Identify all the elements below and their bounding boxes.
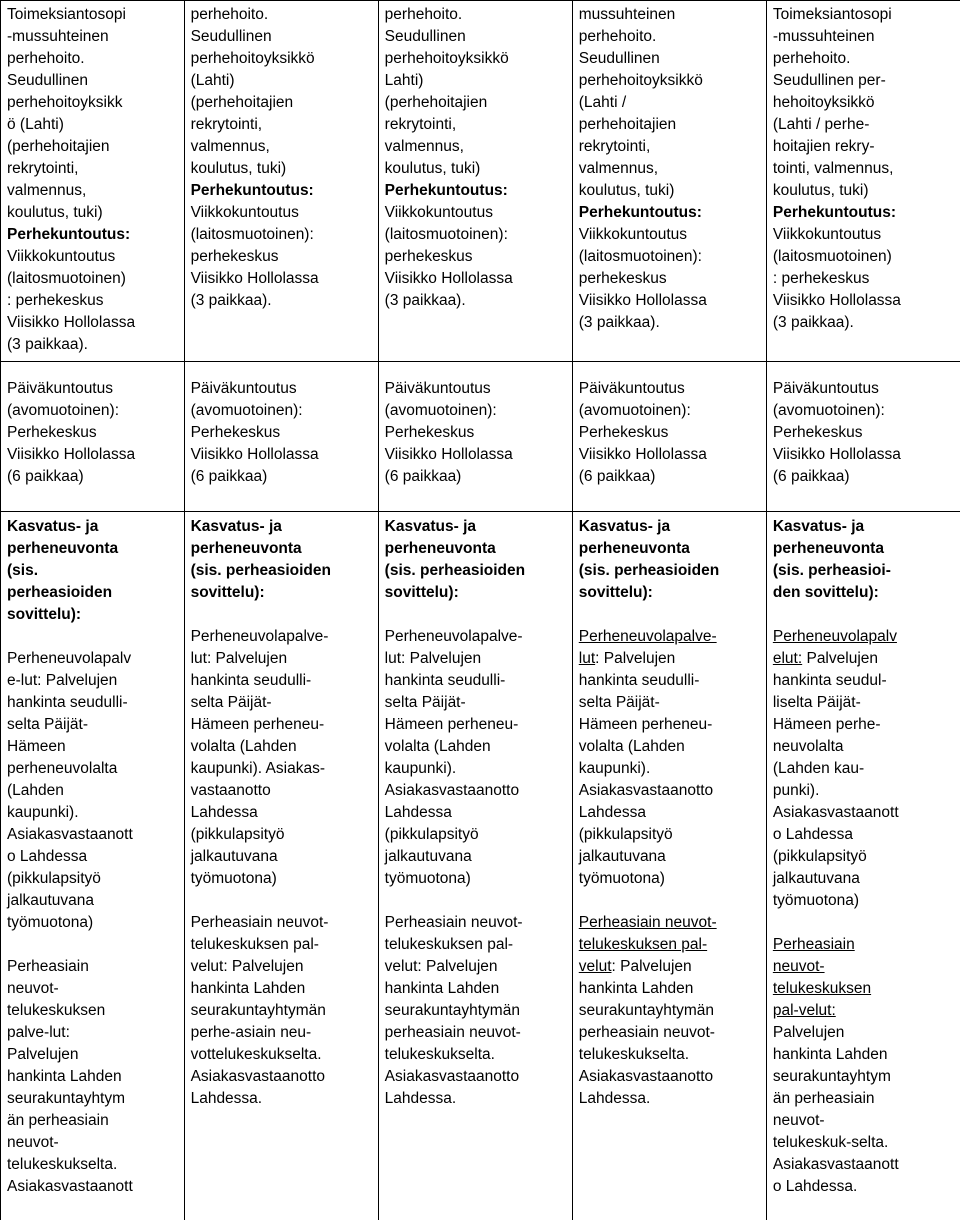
text-line: hankinta seudulli- — [384, 672, 506, 689]
text-line: Asiakasvastaanotto — [578, 782, 714, 799]
section-heading: perheneuvonta — [384, 540, 496, 557]
section-heading: sovittelu): — [7, 606, 82, 623]
table-row — [1, 362, 960, 512]
text-line: hankinta seudul- — [772, 672, 887, 689]
text-line: perhehoito. — [190, 6, 269, 23]
text-line: Hämeen perhe- — [772, 716, 881, 733]
text-line: perhehoitoyksikk — [7, 94, 123, 111]
text-line: perhehoitoyksikkö — [578, 72, 703, 89]
underlined-text: velut — [578, 958, 612, 975]
section-heading: Kasvatus- ja — [190, 518, 282, 535]
text-line: velut: Palvelujen — [384, 958, 498, 975]
text-line: lut: Palvelujen — [384, 650, 482, 667]
text-line — [579, 648, 761, 670]
text-line: Toimeksiantosopi — [7, 6, 126, 23]
text-line: Perheneuvolapalv — [7, 650, 132, 667]
text-line: Lahdessa — [190, 804, 258, 821]
text-line: Perheneuvolapalve- — [190, 628, 329, 645]
text-line: jalkautuvana — [384, 848, 472, 865]
text-line: o Lahdessa. — [772, 1178, 858, 1195]
section-heading: (sis. perheasioiden — [190, 562, 331, 579]
underlined-text: lut — [578, 650, 596, 667]
text-line: Perheasiain neuvot- — [190, 914, 329, 931]
text-line: (laitosmuotoinen) — [772, 248, 892, 265]
text-line: Päiväkuntoutus — [578, 380, 685, 397]
text-line: Asiakasvastaanotto — [190, 1068, 325, 1085]
text-line: -mussuhteinen — [772, 28, 875, 45]
text-line: Asiakasvastaanotto — [384, 782, 520, 799]
text-line: (6 paikkaa) — [384, 468, 462, 485]
text-line: velut: Palvelujen — [190, 958, 304, 975]
section-heading: perheneuvonta — [190, 540, 302, 557]
table-cell — [1, 1, 185, 362]
text-line: lut: Palvelujen — [190, 650, 288, 667]
paragraph-spacer — [773, 604, 955, 626]
text-line: Hämeen perheneu- — [578, 716, 713, 733]
text-line: vastaanotto — [190, 782, 271, 799]
text-line: (3 paikkaa). — [7, 336, 88, 353]
text-line: telukeskukselta. — [578, 1046, 690, 1063]
text-line: Viisikko Hollolassa — [578, 446, 707, 463]
table-cell — [1, 362, 185, 512]
section-heading: sovittelu): — [190, 584, 265, 601]
text-line: (Lahti / — [578, 94, 627, 111]
text-line: Lahdessa — [384, 804, 452, 821]
text-line: valmennus, — [578, 160, 659, 177]
text-line: liselta Päijät- — [772, 694, 861, 711]
text-line: seurakuntayhtym — [7, 1090, 126, 1107]
paragraph-spacer — [385, 890, 567, 912]
section-heading: Kasvatus- ja — [772, 518, 865, 535]
text-line: (6 paikkaa) — [578, 468, 656, 485]
section-heading: den sovittelu): — [772, 584, 879, 601]
text-line: (Lahti) — [190, 72, 235, 89]
text-line: perheasiain neuvot- — [384, 1024, 521, 1041]
text-line: (perhehoitajien — [384, 94, 488, 111]
text-line: Perheasiain neuvot- — [384, 914, 523, 931]
text-line: Lahdessa. — [578, 1090, 651, 1107]
text-line: Viisikko Hollolassa — [7, 314, 136, 331]
underlined-text: pal-velut: — [772, 1002, 836, 1019]
text-line: Asiakasvastaanott — [772, 804, 899, 821]
text-line: koulutus, tuki) — [384, 160, 481, 177]
text-line: rekrytointi, — [7, 160, 79, 177]
text-line: (3 paikkaa). — [578, 314, 660, 331]
text-line: : perhekeskus — [7, 292, 104, 309]
text-line: neuvolalta — [772, 738, 844, 755]
text-line: koulutus, tuki) — [578, 182, 675, 199]
text-line: Seudullinen per- — [772, 72, 886, 89]
text-line: Viisikko Hollolassa — [384, 446, 513, 463]
text-line: koulutus, tuki) — [772, 182, 869, 199]
text-line: valmennus, — [190, 138, 270, 155]
underlined-text: Perheneuvolapalv — [772, 628, 897, 645]
text-line: Asiakasvastaanotto — [384, 1068, 520, 1085]
text-line: jalkautuvana — [578, 848, 666, 865]
text-line: perhekeskus — [384, 248, 473, 265]
text-line: e-lut: Palvelujen — [7, 672, 118, 689]
text-line: Viikkokuntoutus — [190, 204, 299, 221]
text-line: perhehoito. — [772, 50, 851, 67]
table-cell — [572, 1, 766, 362]
text-line: hankinta Lahden — [772, 1046, 888, 1063]
text-line: jalkautuvana — [772, 870, 860, 887]
text-line: perhehoitoyksikkö — [384, 50, 509, 67]
text-line: Seudullinen — [384, 28, 466, 45]
text-line: (Lahden kau- — [772, 760, 865, 777]
table-cell — [766, 512, 960, 1220]
text-line — [773, 648, 955, 670]
text-line: (6 paikkaa) — [190, 468, 268, 485]
text-line: työmuotona) — [190, 870, 277, 887]
text-line: Perheasiain — [7, 958, 89, 975]
text-line: kaupunki). Asiakas- — [190, 760, 325, 777]
text-line: Asiakasvastaanott — [7, 1178, 133, 1195]
text-line: (perhehoitajien — [7, 138, 110, 155]
text-line: o Lahdessa — [7, 848, 88, 865]
text-line: Perhekeskus — [578, 424, 669, 441]
text-line: (perhehoitajien — [190, 94, 294, 111]
text-line: perheasiain neuvot- — [578, 1024, 715, 1041]
section-heading: sovittelu): — [384, 584, 459, 601]
section-heading: perheneuvonta — [7, 540, 119, 557]
section-heading: (sis. perheasioi- — [772, 562, 891, 579]
text-line: (pikkulapsityö — [578, 826, 673, 843]
text-line: (avomuotoinen): — [772, 402, 885, 419]
table-cell — [184, 1, 378, 362]
text-line: neuvot- — [7, 1134, 59, 1151]
text-line: Hämeen — [7, 738, 66, 755]
text-line: neuvot- — [7, 980, 59, 997]
text-line: Viisikko Hollolassa — [578, 292, 707, 309]
text-line: perhehoitoyksikkö — [190, 50, 315, 67]
text-line: perhekeskus — [190, 248, 279, 265]
text-line: Päiväkuntoutus — [772, 380, 879, 397]
text-line: (Lahti / perhe- — [772, 116, 870, 133]
text-line: punki). — [772, 782, 820, 799]
text-line: työmuotona) — [7, 914, 94, 931]
text-line: palve-lut: — [7, 1024, 70, 1041]
text-line: valmennus, — [7, 182, 87, 199]
text-line: Asiakasvastaanott — [7, 826, 133, 843]
text-line: hankinta seudulli- — [190, 672, 312, 689]
text-line: (3 paikkaa). — [772, 314, 854, 331]
text-line: (avomuotoinen): — [7, 402, 120, 419]
text-line: työmuotona) — [772, 892, 860, 909]
text-line: Seudullinen — [190, 28, 272, 45]
text-line: (avomuotoinen): — [578, 402, 691, 419]
table-cell — [766, 1, 960, 362]
text-line: än perheasiain — [772, 1090, 875, 1107]
underlined-text: elut: — [772, 650, 803, 667]
text-line: hankinta Lahden — [578, 980, 694, 997]
text-line: (Lahden — [7, 782, 64, 799]
text-line: (pikkulapsityö — [7, 870, 101, 887]
text-line: Lahdessa — [578, 804, 646, 821]
table-cell — [1, 512, 185, 1220]
text-line: kaupunki). — [7, 804, 79, 821]
table-cell — [378, 1, 572, 362]
underlined-text: Perheasiain neuvot- — [578, 914, 717, 931]
text-line: Palvelujen — [7, 1046, 79, 1063]
paragraph-spacer — [579, 604, 761, 626]
text-line: jalkautuvana — [190, 848, 278, 865]
paragraph-spacer — [7, 934, 179, 956]
text-line: Toimeksiantosopi — [772, 6, 892, 23]
text-line: Päiväkuntoutus — [384, 380, 491, 397]
section-heading: Perhekuntoutus: — [578, 204, 702, 221]
text-line: työmuotona) — [578, 870, 665, 887]
text-line: perhe-asiain neu- — [190, 1024, 312, 1041]
section-heading: Kasvatus- ja — [384, 518, 476, 535]
table-cell — [572, 512, 766, 1220]
table-cell — [184, 512, 378, 1220]
text-line: Viikkokuntoutus — [578, 226, 688, 243]
text-line: selta Päijät- — [384, 694, 466, 711]
text-fragment: : Palvelujen — [611, 958, 692, 975]
text-line: (laitosmuotoinen): — [190, 226, 314, 243]
text-line: perheneuvolalta — [7, 760, 118, 777]
text-line: Viikkokuntoutus — [384, 204, 493, 221]
section-heading: sovittelu): — [578, 584, 653, 601]
table-row — [1, 1, 960, 362]
text-line: (pikkulapsityö — [190, 826, 285, 843]
text-line: hankinta seudulli- — [7, 694, 128, 711]
text-line: rekrytointi, — [384, 116, 457, 133]
text-line: perhekeskus — [578, 270, 667, 287]
text-line: Lahdessa. — [384, 1090, 457, 1107]
text-line: Seudullinen — [7, 72, 89, 89]
section-heading: Perhekuntoutus: — [190, 182, 314, 199]
table-cell — [572, 362, 766, 512]
text-line: seurakuntayhtymän — [578, 1002, 715, 1019]
text-line: rekrytointi, — [190, 116, 263, 133]
paragraph-spacer — [7, 626, 179, 648]
section-heading: perheasioiden — [7, 584, 113, 601]
underlined-text: Perheneuvolapalve- — [578, 628, 717, 645]
text-line: Viisikko Hollolassa — [772, 446, 901, 463]
text-line: (pikkulapsityö — [772, 848, 867, 865]
underlined-text: telukeskuksen pal- — [578, 936, 708, 953]
text-line: perhehoito. — [384, 6, 463, 23]
text-line: hankinta Lahden — [190, 980, 306, 997]
text-line: Perheneuvolapalve- — [384, 628, 523, 645]
section-heading: (sis. perheasioiden — [384, 562, 526, 579]
paragraph-spacer — [191, 604, 373, 626]
text-line: o Lahdessa — [772, 826, 854, 843]
text-line: (3 paikkaa). — [190, 292, 272, 309]
text-line: selta Päijät- — [190, 694, 272, 711]
text-line: perhehoitajien — [578, 116, 677, 133]
text-line: telukeskukselta. — [384, 1046, 495, 1063]
underlined-text: Perheasiain — [772, 936, 855, 953]
text-line: hehoitoyksikkö — [772, 94, 875, 111]
text-line: (laitosmuotoinen): — [384, 226, 508, 243]
text-line: kaupunki). — [578, 760, 651, 777]
table-cell — [378, 362, 572, 512]
text-line: Seudullinen — [578, 50, 660, 67]
section-heading: (sis. perheasioiden — [578, 562, 720, 579]
text-line: (avomuotoinen): — [190, 402, 303, 419]
text-line: Hämeen perheneu- — [190, 716, 325, 733]
text-line: (6 paikkaa) — [7, 468, 84, 485]
paragraph-spacer — [191, 890, 373, 912]
paragraph-spacer — [773, 912, 955, 934]
text-line: koulutus, tuki) — [190, 160, 287, 177]
text-line: seurakuntayhtym — [772, 1068, 891, 1085]
text-line: (laitosmuotoinen): — [578, 248, 702, 265]
text-line: seurakuntayhtymän — [384, 1002, 520, 1019]
text-line: selta Päijät- — [578, 694, 660, 711]
text-line: (3 paikkaa). — [384, 292, 466, 309]
text-line: tointi, valmennus, — [772, 160, 894, 177]
text-line: Perhekeskus — [190, 424, 281, 441]
text-line: Perhekeskus — [7, 424, 97, 441]
text-line: hankinta Lahden — [384, 980, 500, 997]
text-line: Viikkokuntoutus — [7, 248, 116, 265]
text-line: kaupunki). — [384, 760, 457, 777]
text-line: volalta (Lahden — [190, 738, 297, 755]
text-line: Viikkokuntoutus — [772, 226, 882, 243]
underlined-text: telukeskuksen — [772, 980, 872, 997]
text-fragment: Palvelujen — [802, 650, 878, 667]
text-line: Asiakasvastaanott — [772, 1156, 899, 1173]
section-heading: (sis. — [7, 562, 39, 579]
text-line: Perhekeskus — [384, 424, 475, 441]
text-line: -mussuhteinen — [7, 28, 109, 45]
text-line: (6 paikkaa) — [772, 468, 850, 485]
section-heading: perheneuvonta — [578, 540, 690, 557]
text-line: rekrytointi, — [578, 138, 651, 155]
text-line: volalta (Lahden — [578, 738, 685, 755]
table-cell — [378, 512, 572, 1220]
paragraph-spacer — [579, 890, 761, 912]
text-line: valmennus, — [384, 138, 464, 155]
text-line: : perhekeskus — [772, 270, 870, 287]
text-line: telukeskuksen — [7, 1002, 106, 1019]
text-line: telukeskuksen pal- — [190, 936, 319, 953]
text-line: vottelukeskukselta. — [190, 1046, 322, 1063]
text-line: telukeskuk-selta. — [772, 1134, 889, 1151]
section-heading: Perhekuntoutus: — [772, 204, 897, 221]
text-line: hankinta seudulli- — [578, 672, 700, 689]
text-fragment: : Palvelujen — [595, 650, 676, 667]
text-line: Perhekeskus — [772, 424, 863, 441]
text-line: neuvot- — [772, 1112, 825, 1129]
text-line: seurakuntayhtymän — [190, 1002, 326, 1019]
text-line: Viisikko Hollolassa — [384, 270, 513, 287]
text-line: telukeskuksen pal- — [384, 936, 514, 953]
text-line: (pikkulapsityö — [384, 826, 479, 843]
text-line: jalkautuvana — [7, 892, 95, 909]
underlined-text: neuvot- — [772, 958, 825, 975]
text-line: mussuhteinen — [578, 6, 676, 23]
text-line: Päiväkuntoutus — [7, 380, 113, 397]
text-line: työmuotona) — [384, 870, 471, 887]
text-line: Lahdessa. — [190, 1090, 263, 1107]
text-line: koulutus, tuki) — [7, 204, 103, 221]
text-line: Päiväkuntoutus — [190, 380, 297, 397]
text-line: volalta (Lahden — [384, 738, 491, 755]
text-line: än perheasiain — [7, 1112, 109, 1129]
section-heading: perheneuvonta — [772, 540, 884, 557]
text-line: selta Päijät- — [7, 716, 88, 733]
table-row — [1, 512, 960, 1220]
table-cell — [184, 362, 378, 512]
section-heading: Perhekuntoutus: — [7, 226, 131, 243]
text-line: hankinta Lahden — [7, 1068, 122, 1085]
section-heading: Perhekuntoutus: — [384, 182, 508, 199]
text-line: perhehoito. — [578, 28, 657, 45]
text-line: Hämeen perheneu- — [384, 716, 519, 733]
text-line: Viisikko Hollolassa — [772, 292, 901, 309]
text-line: Palvelujen — [772, 1024, 845, 1041]
text-line: perhehoito. — [7, 50, 85, 67]
text-line: (laitosmuotoinen) — [7, 270, 126, 287]
text-line: Viisikko Hollolassa — [7, 446, 136, 463]
text-line: Viisikko Hollolassa — [190, 446, 319, 463]
section-heading: Kasvatus- ja — [578, 518, 671, 535]
text-line: Viisikko Hollolassa — [190, 270, 319, 287]
text-line — [579, 956, 761, 978]
text-line: ö (Lahti) — [7, 116, 64, 133]
text-line: Asiakasvastaanotto — [578, 1068, 714, 1085]
paragraph-spacer — [385, 604, 567, 626]
table-cell — [766, 362, 960, 512]
text-line: hoitajien rekry- — [772, 138, 875, 155]
section-heading: Kasvatus- ja — [7, 518, 99, 535]
text-line: Lahti) — [384, 72, 424, 89]
text-line: telukeskukselta. — [7, 1156, 118, 1173]
text-line: (avomuotoinen): — [384, 402, 497, 419]
